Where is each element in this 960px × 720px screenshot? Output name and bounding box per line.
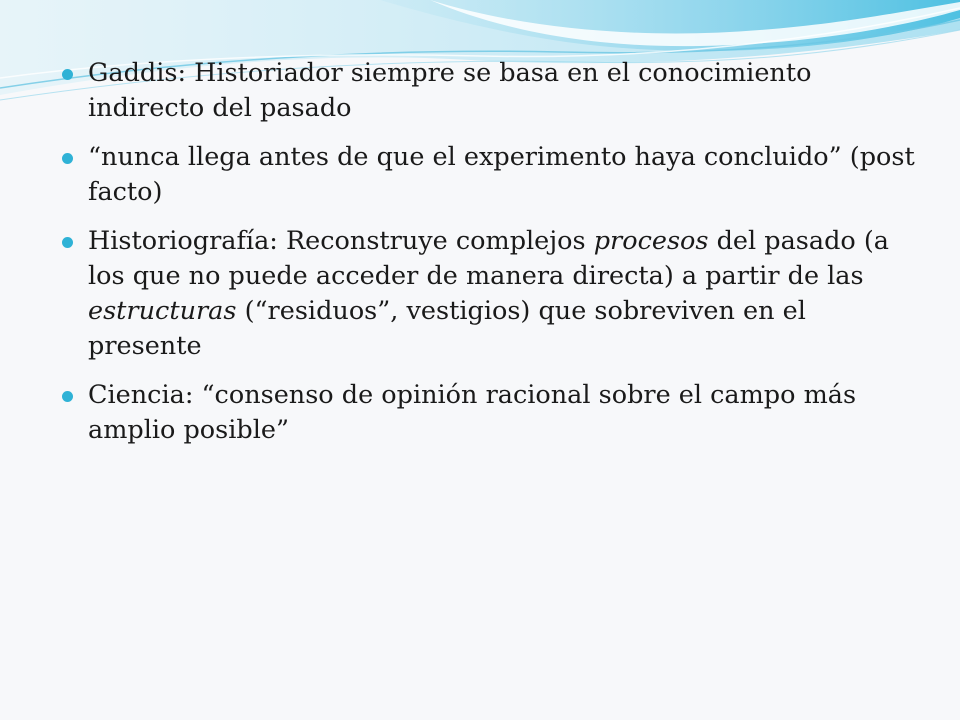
bullet-dot-icon [62,153,73,164]
bullet-item [62,378,922,448]
bullet-dot-icon [62,237,73,248]
bullet-text: Ciencia: “consenso de opinión racional sobre el campo más amplio posible” [88,380,857,445]
bullet-item [62,140,922,210]
bullet-text-segment: Historiografía: Reconstruye complejos [88,226,594,256]
bullet-text-emphasis: estructuras [88,296,237,326]
bullet-list [62,56,922,462]
bullet-text-segment: del pasado (a los que no puede acceder de manera directa) a partir de las [88,226,890,291]
bullet-text-segment: (“residuos”, vestigios) que sobreviven en el presente [88,296,806,361]
bullet-dot-icon [62,69,73,80]
bullet-text-emphasis: procesos [593,226,709,256]
bullet-text: Gaddis: Historiador siempre se basa en el conocimiento indirecto del pasado [88,58,812,123]
bullet-item [62,56,922,126]
bullet-item [62,224,922,364]
bullet-dot-icon [62,391,73,402]
bullet-text: “nunca llega antes de que el experimento haya concluido” (post facto) [88,142,915,207]
